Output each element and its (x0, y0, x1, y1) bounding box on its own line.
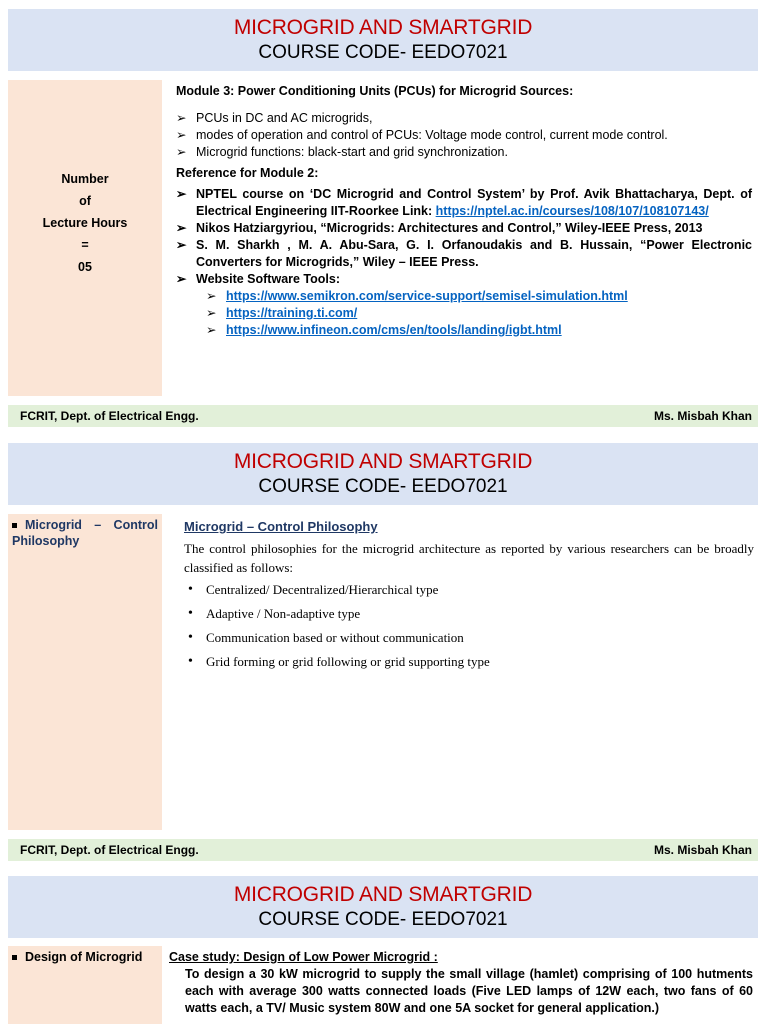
arrow-bullet-icon: ➢ (176, 221, 187, 235)
slide2-left-panel (8, 514, 162, 830)
slide3-left-panel (8, 946, 162, 1024)
list-item: • Communication based or without communication (184, 628, 754, 647)
nptel-link[interactable]: https://nptel.ac.in/courses/108/107/108107143/ (435, 204, 709, 218)
slide3-title: MICROGRID AND SMARTGRID (233, 883, 533, 906)
slide2-title: MICROGRID AND SMARTGRID (233, 450, 533, 473)
case-study-heading: Case study: Design of Low Power Microgrid : (169, 950, 438, 964)
link-item (176, 288, 752, 305)
arrow-bullet-icon: ➢ (206, 289, 217, 303)
arrow-bullet-icon: ➢ (206, 306, 217, 320)
lecture-hours-line: Number (61, 172, 109, 186)
lecture-hours-line: of (79, 194, 91, 208)
square-bullet-icon (12, 955, 17, 960)
reference-item: ➢ Nikos Hatziargyriou, “Microgrids: Architectures and Control,” Wiley-IEEE Press, 2013 (176, 221, 703, 235)
slide2-title-band (8, 443, 758, 505)
infineon-link[interactable]: https://www.infineon.com/cms/en/tools/landing/igbt.html (226, 323, 562, 337)
list-item: ➢ modes of operation and control of PCUs: Voltage mode control, current mode control. (176, 128, 668, 142)
philosophy-list (184, 580, 754, 671)
lecture-hours-box (8, 168, 162, 278)
reference-heading: Reference for Module 2: (176, 166, 319, 180)
list-item: • Grid forming or grid following or grid supporting type (184, 652, 754, 671)
reference-item: ➢ S. M. Sharkh , M. A. Abu-Sara, G. I. Orfanoudakis and B. Hussain, “Power Electronic Converters for Microgrids,” Wiley – IEEE Press. (176, 238, 752, 269)
link-item (176, 305, 752, 322)
reference-item: ➢ NPTEL course on ‘DC Microgrid and Control System’ by Prof. Avik Bhattacharya, Dept. of Electrical Engineering IIT-Roorkee Link: https://nptel.ac.in/courses/108/107/108107143/ (176, 187, 752, 218)
topic-bullet: Design of Microgrid (12, 949, 162, 965)
case-study-body: To design a 30 kW microgrid to supply the small village (hamlet) comprising of 100 hutments each with average 300 watts connected loads (Five LED lamps of 12W each, two fans of 60 watts each, a TV/ Music system 80W and one 5A socket for general application.) (185, 967, 753, 1015)
arrow-bullet-icon: ➢ (176, 187, 187, 201)
list-item: ➢ PCUs in DC and AC microgrids, (176, 111, 373, 125)
slide3-content (169, 949, 753, 1017)
slide1-footer (8, 405, 758, 427)
arrow-bullet-icon: ➢ (206, 323, 217, 337)
reference-item: ➢ Website Software Tools: (176, 272, 341, 286)
lecture-hours-line: Lecture Hours (42, 216, 128, 230)
footer-author: Ms. Misbah Khan (653, 843, 752, 857)
intro-paragraph: The control philosophies for the microgrid architecture as reported by various researchers can be broadly classified as follows: (184, 541, 754, 575)
arrow-bullet-icon: ➢ (176, 145, 187, 159)
list-item: • Adaptive / Non-adaptive type (184, 604, 754, 623)
footer-author: Ms. Misbah Khan (653, 409, 752, 423)
slide1-left-panel (8, 80, 162, 396)
list-item: • Centralized/ Decentralized/Hierarchical type (184, 580, 754, 599)
footer-institution: FCRIT, Dept. of Electrical Engg. (20, 843, 199, 857)
arrow-bullet-icon: ➢ (176, 238, 187, 252)
footer-institution: FCRIT, Dept. of Electrical Engg. (20, 409, 199, 423)
link-item (176, 322, 752, 339)
arrow-bullet-icon: ➢ (176, 111, 187, 125)
slide1-title: MICROGRID AND SMARTGRID (233, 16, 533, 39)
ti-training-link[interactable]: https://training.ti.com/ (226, 306, 358, 320)
slide1-content (176, 83, 752, 339)
lecture-hours-line: = (81, 238, 89, 252)
semikron-link[interactable]: https://www.semikron.com/service-support/semisel-simulation.html (226, 289, 628, 303)
slide1-course-code: COURSE CODE- EEDO7021 (258, 42, 508, 63)
slide2-content (184, 517, 754, 676)
section-heading: Microgrid – Control Philosophy (184, 519, 378, 534)
slide3-course-code: COURSE CODE- EEDO7021 (258, 909, 508, 930)
slide3-title-band (8, 876, 758, 938)
topic-bullet: Microgrid – Control Philosophy (12, 518, 158, 548)
slide2-footer (8, 839, 758, 861)
slide2-course-code: COURSE CODE- EEDO7021 (258, 476, 508, 497)
slide1-title-band (8, 9, 758, 71)
list-item: ➢ Microgrid functions: black-start and grid synchronization. (176, 145, 508, 159)
module-heading: Module 3: Power Conditioning Units (PCUs) for Microgrid Sources: (176, 84, 574, 98)
arrow-bullet-icon: ➢ (176, 272, 187, 286)
arrow-bullet-icon: ➢ (176, 128, 187, 142)
square-bullet-icon (12, 523, 17, 528)
lecture-hours-value: 05 (78, 260, 92, 274)
